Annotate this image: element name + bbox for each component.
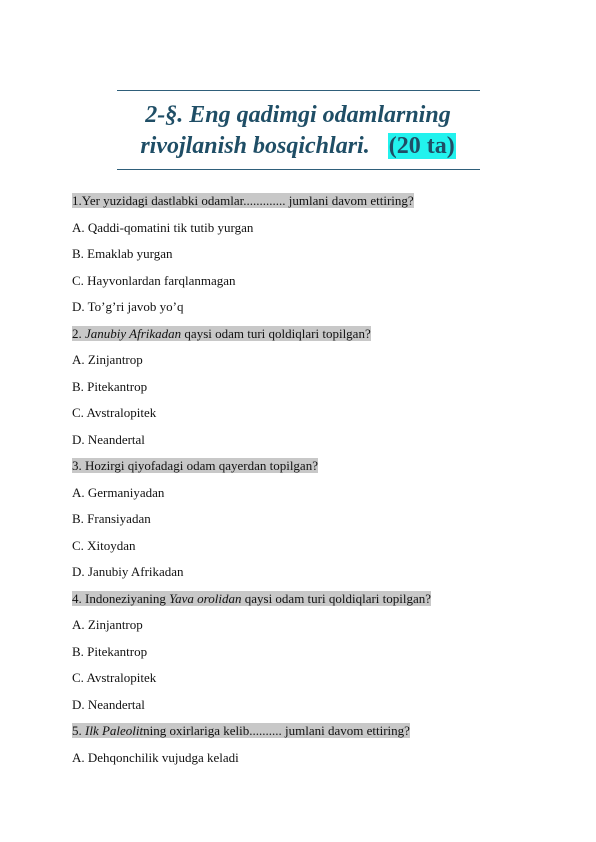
question-4-prefix: 4. Indoneziyaning [72, 590, 170, 606]
title-line-2 [100, 131, 496, 162]
question-5 [72, 721, 532, 748]
question-4-suffix: qaysi odam turi qoldiqlari topilgan? [241, 590, 432, 606]
question-5-italic: Ilk Paleolit [85, 723, 144, 738]
question-3 [72, 456, 532, 483]
question-2-option-a: A. Zinjantrop [72, 352, 143, 367]
question-2-text [72, 326, 371, 341]
question-1-prefix: 1.Yer yuzidagi dastlabki odamlar............. jumlani davom ettiring? [72, 193, 414, 208]
question-2-italic: Janubiy Afrikadan [85, 325, 182, 341]
title-line-2-text: rivojlanish bosqichlari. [140, 133, 370, 159]
question-1-option-a: A. Qaddi-qomatini tik tutib yurgan [72, 219, 254, 235]
question-1-text [72, 193, 414, 208]
question-2-option-d: D. Neandertal [72, 431, 145, 447]
question-4 [72, 589, 532, 616]
question-5-suffix: ning oxirlariga kelib.......... jumlani davom ettiring? [143, 723, 410, 738]
question-3-option-c: C. Xitoydan [72, 537, 136, 553]
question-1-option-b: B. Emaklab yurgan [72, 246, 173, 261]
question-4-option-a: A. Zinjantrop [72, 617, 143, 632]
question-3-option-d: D. Janubiy Afrikadan [72, 564, 184, 579]
question-2-option-b: B. Pitekantrop [72, 378, 148, 394]
title-bottom-rule [117, 169, 480, 170]
question-3-option-b: B. Fransiyadan [72, 511, 151, 526]
question-4-italic: Yava orolidan [169, 590, 242, 606]
question-2 [72, 324, 532, 351]
question-count-badge: (20 ta) [388, 133, 455, 159]
title-top-rule [117, 90, 480, 91]
question-2-prefix: 2. [72, 325, 85, 341]
question-3-text [72, 458, 318, 473]
question-list [72, 191, 532, 774]
question-5-option-a: A. Dehqonchilik vujudga keladi [72, 749, 239, 765]
question-2-option-c: C. Avstralopitek [72, 405, 157, 420]
question-5-text [72, 723, 410, 738]
question-4-option-c: C. Avstralopitek [72, 670, 157, 685]
question-4-text [72, 591, 431, 606]
question-2-suffix: qaysi odam turi qoldiqlari topilgan? [181, 325, 371, 341]
section-title [100, 100, 496, 162]
question-4-option-b: B. Pitekantrop [72, 643, 148, 659]
question-1 [72, 191, 532, 218]
question-3-option-a: A. Germaniyadan [72, 484, 165, 500]
question-1-option-d: D. To’g’ri javob yo’q [72, 299, 184, 314]
question-3-prefix: 3. Hozirgi qiyofadagi odam qayerdan topilgan? [72, 458, 318, 473]
question-5-prefix: 5. [72, 723, 85, 738]
question-1-option-c: C. Hayvonlardan farqlanmagan [72, 272, 236, 288]
question-4-option-d: D. Neandertal [72, 696, 145, 712]
title-line-1: 2-§. Eng qadimgi odamlarning [145, 102, 451, 128]
